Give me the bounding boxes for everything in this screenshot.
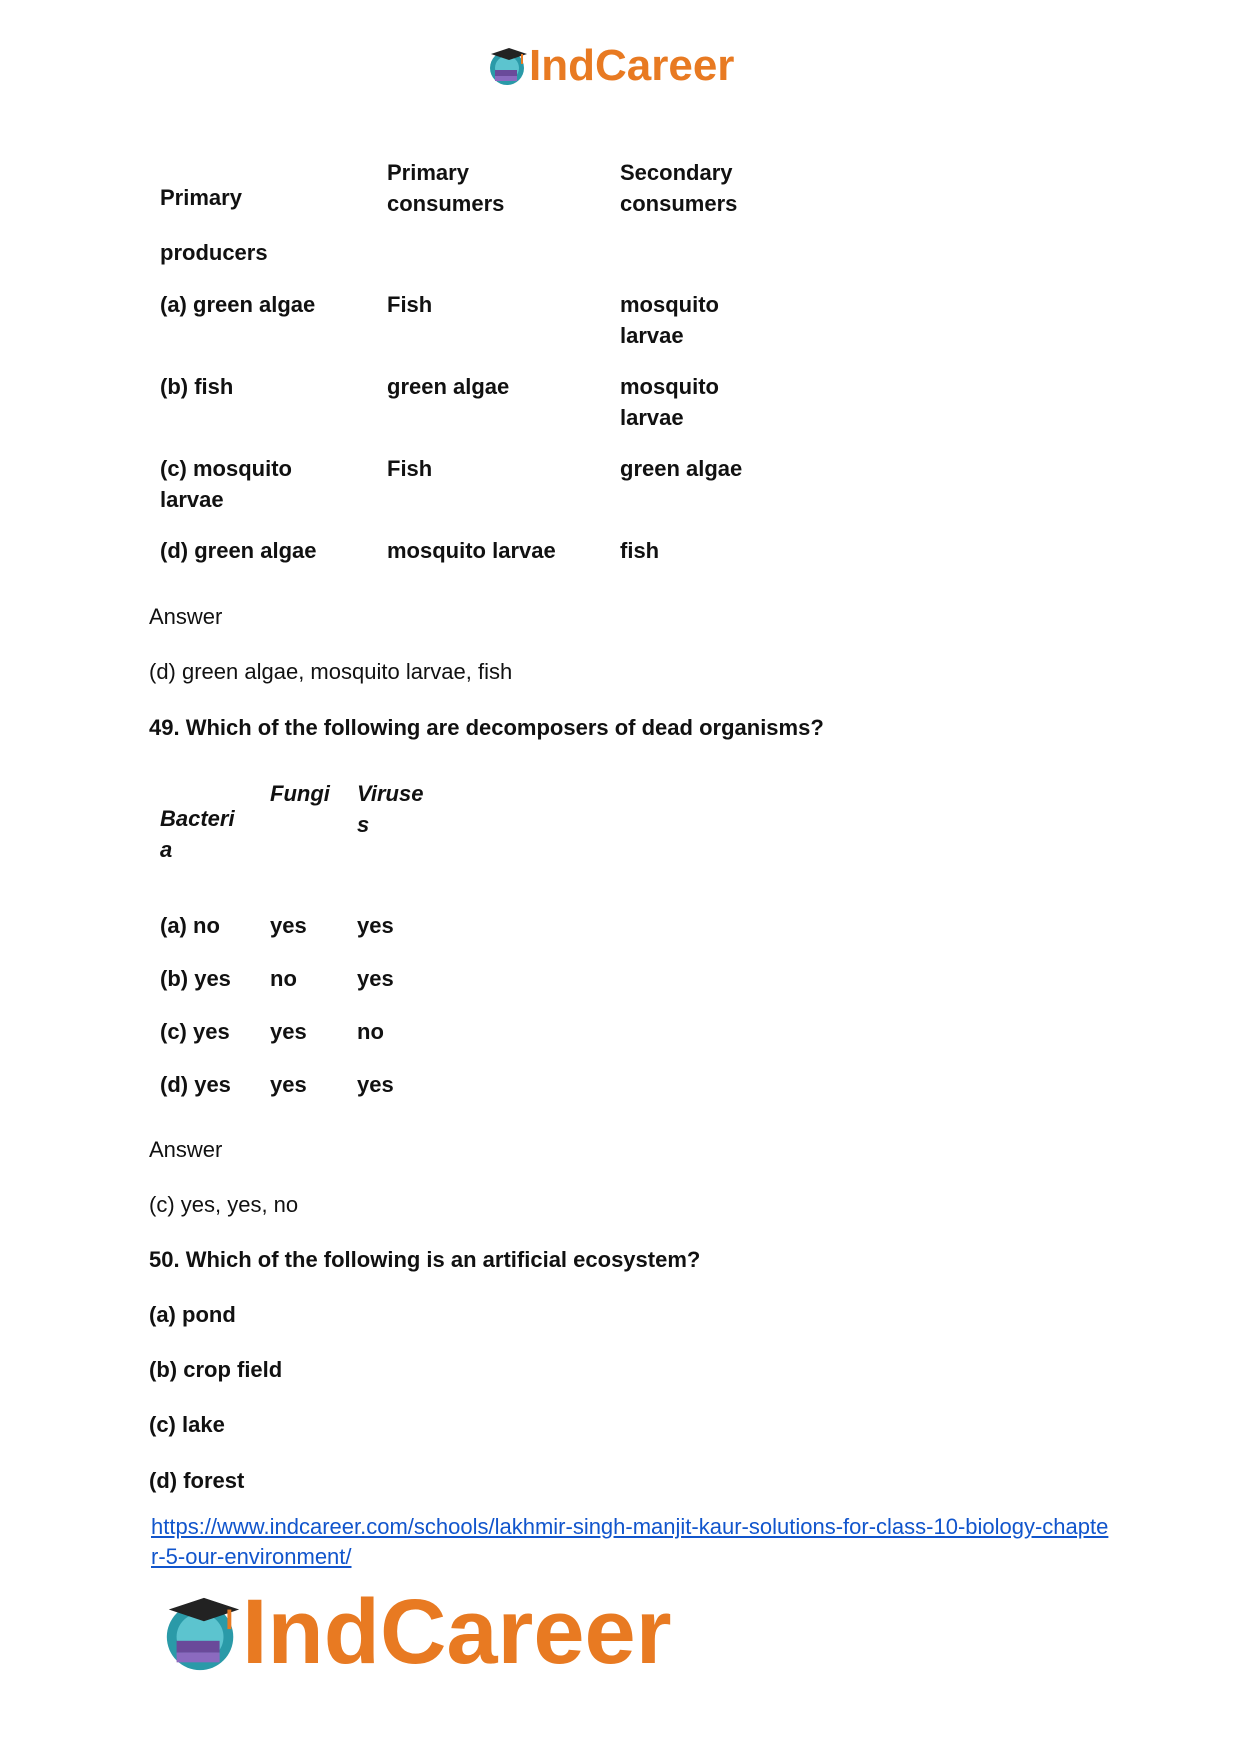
table-header-cell: Fungi [270, 781, 330, 806]
table-cell: Fish [387, 456, 433, 481]
answer-label: Answer [149, 604, 223, 629]
table-cell: mosquito larvae [387, 538, 556, 563]
table-cell: mosquito larvae [620, 292, 719, 348]
table-cell: green algae [387, 374, 510, 399]
brand-wordmark: IndCareer [529, 41, 735, 90]
table-cell: fish [620, 538, 660, 563]
table-cell: (c) yes [160, 1019, 230, 1044]
option-d: (d) forest [149, 1468, 245, 1493]
table-cell: yes [357, 966, 394, 991]
table-header-cell: Secondary consumers [620, 160, 738, 216]
table-cell: (b) yes [160, 966, 231, 991]
table-cell: yes [357, 1072, 394, 1097]
table-header-cell: producers [160, 240, 268, 265]
table-cell: (d) green algae [160, 538, 317, 563]
question-50: 50. Which of the following is an artificial ecosystem? [149, 1247, 701, 1272]
table-cell: (b) fish [160, 374, 234, 399]
table-cell: yes [270, 1072, 307, 1097]
table-cell: (a) green algae [160, 292, 316, 317]
answer-text: (d) green algae, mosquito larvae, fish [149, 659, 513, 684]
table-cell: green algae [620, 456, 743, 481]
answer-label: Answer [149, 1137, 223, 1162]
brand-wordmark: IndCareer [242, 1581, 672, 1683]
table-cell: (d) yes [160, 1072, 231, 1097]
table-cell: yes [270, 913, 307, 938]
question-49: 49. Which of the following are decomposers of dead organisms? [149, 715, 824, 740]
footer-logo [160, 1581, 720, 1683]
table-header-cell: Primary consumers [387, 160, 505, 216]
source-link[interactable]: https://www.indcareer.com/schools/lakhmir-singh-manjit-kaur-solutions-for-class-10-biology-chapter-5-our-environment/ [151, 1514, 1109, 1569]
option-b: (b) crop field [149, 1357, 283, 1382]
graduation-globe-icon [487, 44, 529, 88]
option-c: (c) lake [149, 1412, 225, 1437]
graduation-globe-icon [160, 1590, 244, 1676]
table-cell: mosquito larvae [620, 374, 719, 430]
table-cell: yes [270, 1019, 307, 1044]
table-cell: no [270, 966, 297, 991]
header-logo [487, 41, 767, 90]
table-header-cell: Viruses [357, 781, 424, 837]
option-a: (a) pond [149, 1302, 236, 1327]
table-header-cell: Bacteria [160, 806, 235, 862]
table-cell: Fish [387, 292, 433, 317]
table-header-cell: Primary [160, 185, 242, 210]
table-cell: (c) mosquito larvae [160, 456, 292, 512]
table-cell: (a) no [160, 913, 220, 938]
table-cell: no [357, 1019, 384, 1044]
table-cell: yes [357, 913, 394, 938]
answer-text: (c) yes, yes, no [149, 1192, 299, 1217]
